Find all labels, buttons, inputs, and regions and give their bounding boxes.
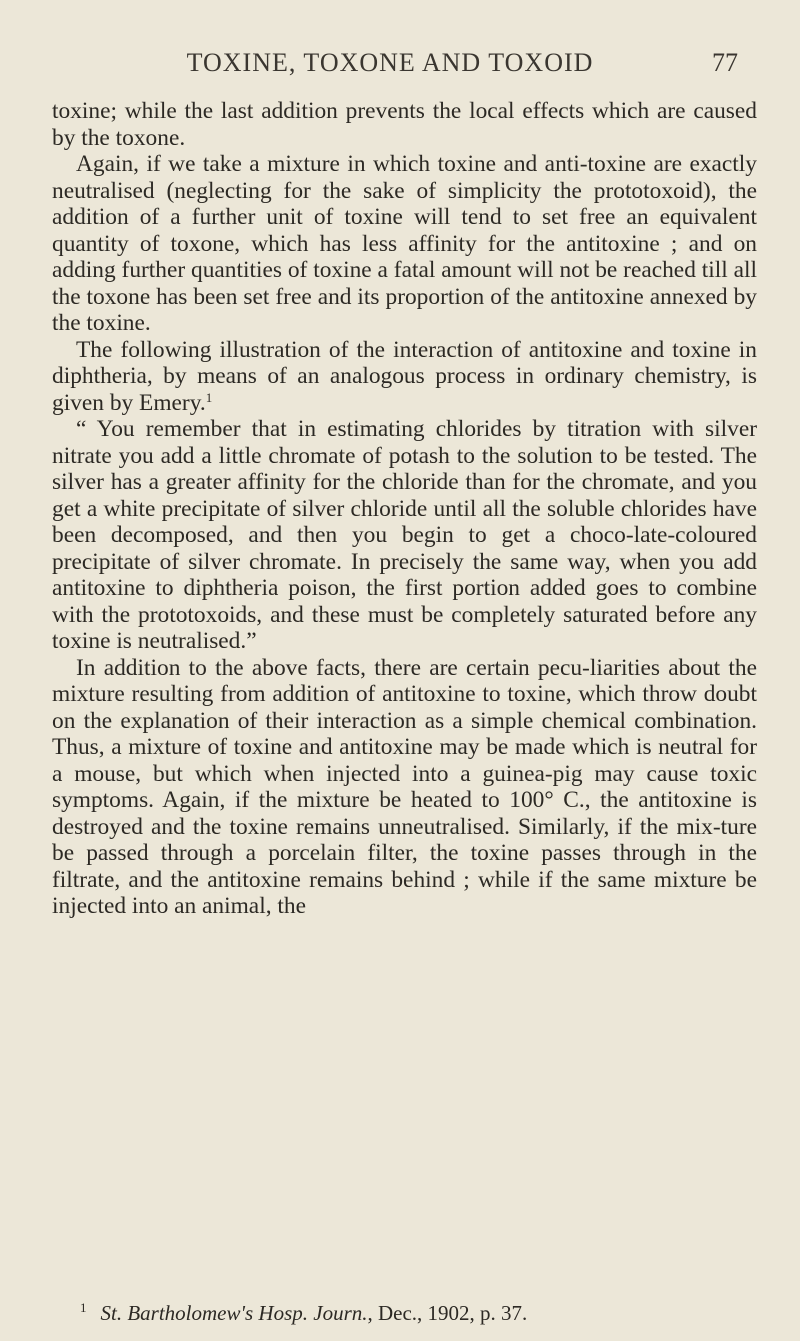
footnote-source: St. Bartholomew's Hosp. Journ. xyxy=(100,1301,368,1325)
footnote xyxy=(80,1300,770,1326)
paragraph: Again, if we take a mixture in which toxine and anti-toxine are exactly neutralised (neglecting for the sake of simplicity the prototoxoid), the addition of a further unit of toxine will tend to set free an equivalent quantity of toxone, which has less affinity for the antitoxine ; and on adding further quantities of toxine a fatal amount will not be reached till all the toxone has been set free and its proportion of the antitoxine annexed by the toxine. xyxy=(52,151,757,336)
page-header xyxy=(0,48,800,88)
paragraph: In addition to the above facts, there are certain pecu-liarities about the mixture resulting from addition of antitoxine to toxine, which throw doubt on the explanation of their interaction as a simple chemical combination. Thus, a mixture of toxine and antitoxine may be made which is neutral for a mouse, but which when injected into a guinea-pig may cause toxic symptoms. Again, if the mixture be heated to 100° C., the antitoxine is destroyed and the toxine remains unneutralised. Similarly, if the mix-ture be passed through a porcelain filter, the toxine passes through in the filtrate, and the antitoxine remains behind ; while if the same mixture be injected into an animal, the xyxy=(52,654,757,919)
page-number: 77 xyxy=(712,48,738,77)
footnote-reference: 1 xyxy=(205,389,213,405)
footnote-mark: 1 xyxy=(80,1300,87,1315)
body-text xyxy=(52,98,757,920)
quotation-paragraph: “ You remember that in estimating chlorides by titration with silver nitrate you add a little chromate of potash to the solution to be tested. The silver has a greater affinity for the chloride than for the chromate, and you get a white precipitate of silver chloride until all the soluble chlorides have been decomposed, and then you begin to get a choco-late-coloured precipitate of silver chromate. In precisely the same way, when you add antitoxine to diphtheria poison, the first portion added goes to combine with the prototoxoids, and these must be completely saturated before any toxine is neutralised.” xyxy=(52,416,757,654)
running-head: TOXINE, TOXONE AND TOXOID xyxy=(186,48,594,77)
paragraph-text: The following illustration of the interaction of antitoxine and toxine in diphtheria, by means of an analogous process in ordinary chemistry, is given by Emery. xyxy=(52,336,757,416)
footnote-details: , Dec., 1902, p. 37. xyxy=(367,1301,528,1325)
paragraph xyxy=(52,337,757,417)
paragraph: toxine; while the last addition prevents the local effects which are caused by the toxone. xyxy=(52,98,757,151)
